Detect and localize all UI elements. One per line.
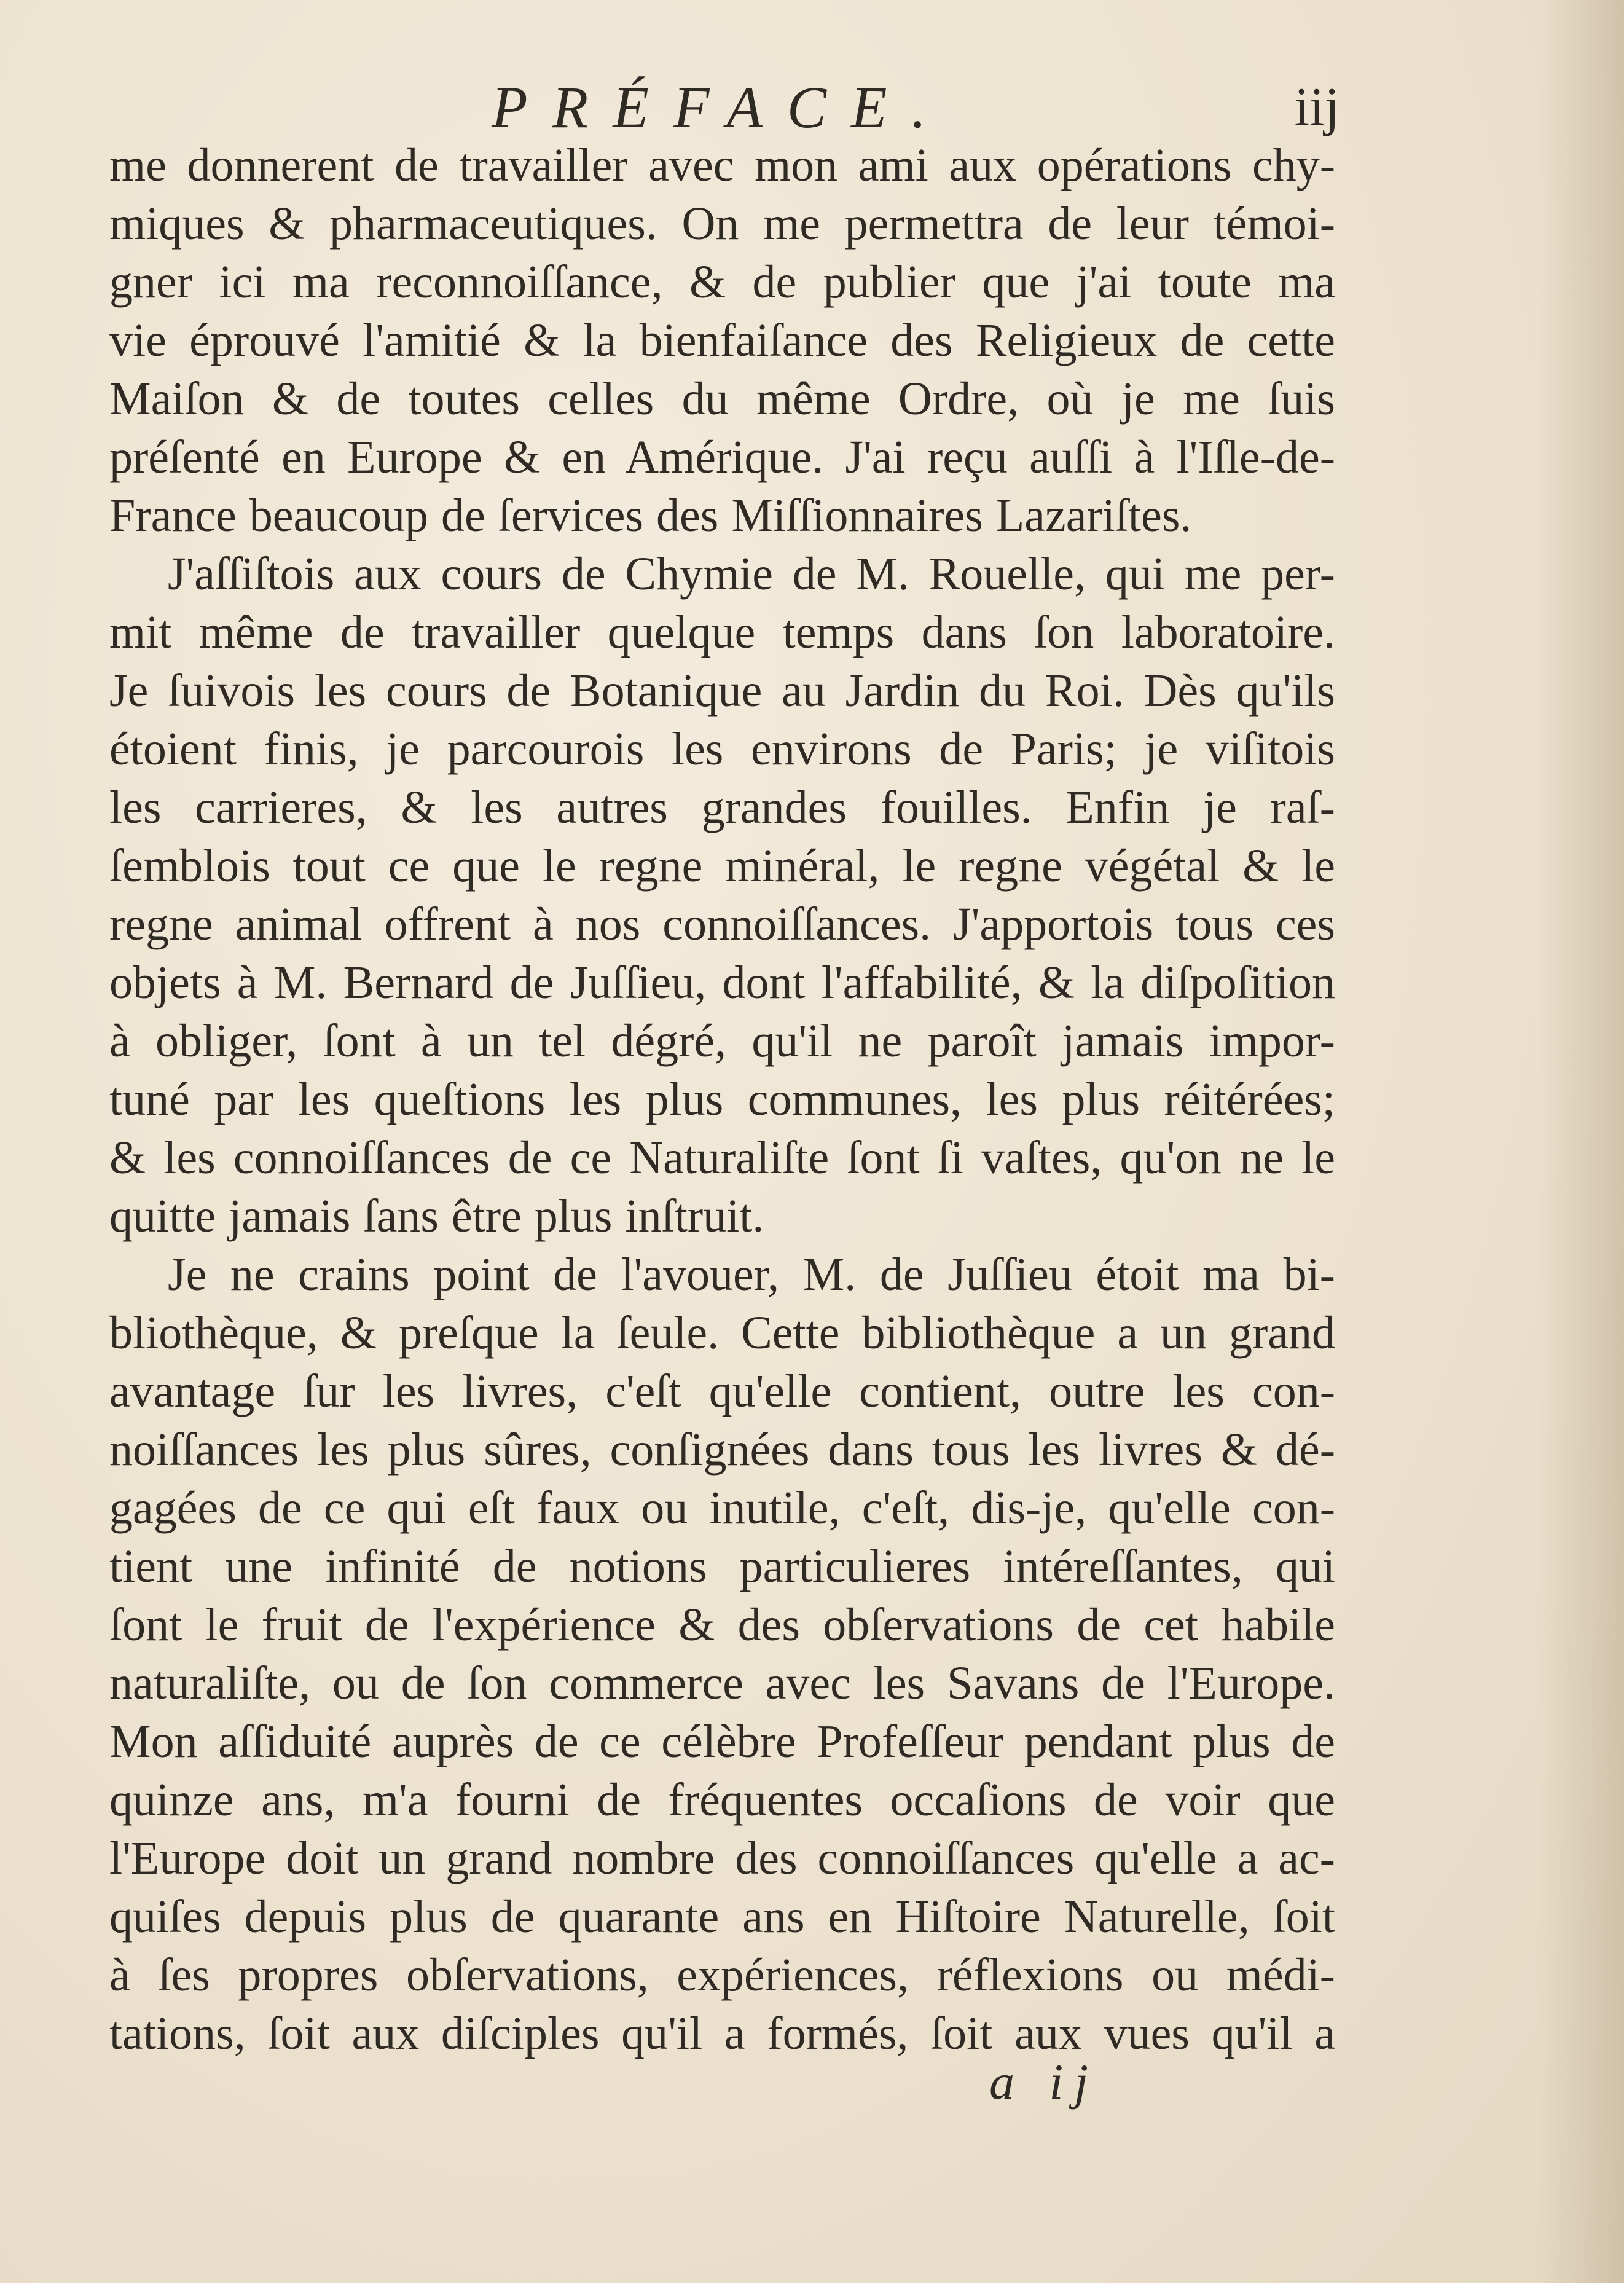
text-line: & les connoiſſances de ce Naturaliſte ſont ſi vaſtes, qu'on ne le (109, 1132, 1335, 1184)
text-line: France beaucoup de ſervices des Miſſionnaires Lazariſtes. (109, 490, 1192, 541)
text-line: quinze ans, m'a fourni de fréquentes occaſions de voir que (109, 1774, 1335, 1826)
text-line: bliothèque, & preſque la ſeule. Cette bibliothèque a un grand (109, 1307, 1335, 1359)
text-line: me donnerent de travailler avec mon ami aux opérations chy- (109, 139, 1335, 191)
text-line: J'aſſiſtois aux cours de Chymie de M. Rouelle, qui me per- (168, 548, 1335, 600)
text-line: les carrieres, & les autres grandes fouilles. Enfin je raſ- (109, 782, 1335, 833)
text-line: préſenté en Europe & en Amérique. J'ai reçu auſſi à l'Iſle-de- (109, 431, 1335, 483)
text-line: vie éprouvé l'amitié & la bienfaiſance des Religieux de cette (109, 315, 1335, 366)
text-line: gagées de ce qui eſt faux ou inutile, c'eſt, dis-je, qu'elle con- (109, 1482, 1335, 1534)
text-line: gner ici ma reconnoiſſance, & de publier que j'ai toute ma (109, 256, 1335, 308)
text-line: quitte jamais ſans être plus inſtruit. (109, 1190, 764, 1242)
text-line: tations, ſoit aux diſciples qu'il a formés, ſoit aux vues qu'il a (109, 2008, 1335, 2059)
page-number: iij (1294, 77, 1340, 137)
text-line: l'Europe doit un grand nombre des connoiſſances qu'elle a ac- (109, 1833, 1335, 1884)
text-line: objets à M. Bernard de Juſſieu, dont l'affabilité, & la diſpoſition (109, 957, 1335, 1008)
text-line: regne animal offrent à nos connoiſſances. J'apportois tous ces (109, 898, 1335, 950)
text-line: à ſes propres obſervations, expériences, réflexions ou médi- (109, 1949, 1335, 2001)
text-line: Mon aſſiduité auprès de ce célèbre Profeſſeur pendant plus de (109, 1716, 1335, 1767)
body-text (109, 136, 1335, 2063)
page-edge-shadow (1538, 0, 1624, 2283)
text-line: Je ſuivois les cours de Botanique au Jardin du Roi. Dès qu'ils (109, 665, 1335, 717)
text-line: ſemblois tout ce que le regne minéral, le regne végétal & le (109, 840, 1335, 892)
text-line: quiſes depuis plus de quarante ans en Hiſtoire Naturelle, ſoit (109, 1891, 1335, 1943)
text-line: naturaliſte, ou de ſon commerce avec les Savans de l'Europe. (109, 1657, 1335, 1709)
text-line: Je ne crains point de l'avouer, M. de Juſſieu étoit ma bi- (168, 1249, 1335, 1300)
text-line: à obliger, ſont à un tel dégré, qu'il ne paroît jamais impor- (109, 1015, 1335, 1067)
signature-mark: a ij (989, 2054, 1100, 2110)
text-line: ſont le fruit de l'expérience & des obſervations de cet habile (109, 1599, 1335, 1651)
text-line: noiſſances les plus sûres, conſignées dans tous les livres & dé- (109, 1424, 1335, 1476)
text-line: mit même de travailler quelque temps dans ſon laboratoire. (109, 607, 1335, 658)
running-title: PRÉFACE. (492, 74, 951, 140)
text-line: miques & pharmaceutiques. On me permettra de leur témoi- (109, 198, 1335, 250)
text-line: étoient finis, je parcourois les environs de Paris; je viſitois (109, 723, 1335, 775)
text-line: tuné par les queſtions les plus communes, les plus réitérées; (109, 1074, 1335, 1125)
text-line: tient une infinité de notions particulieres intéreſſantes, qui (109, 1541, 1335, 1592)
page-header (111, 74, 1340, 141)
text-line: avantage ſur les livres, c'eſt qu'elle contient, outre les con- (109, 1365, 1335, 1417)
text-line: Maiſon & de toutes celles du même Ordre, où je me ſuis (109, 373, 1335, 425)
